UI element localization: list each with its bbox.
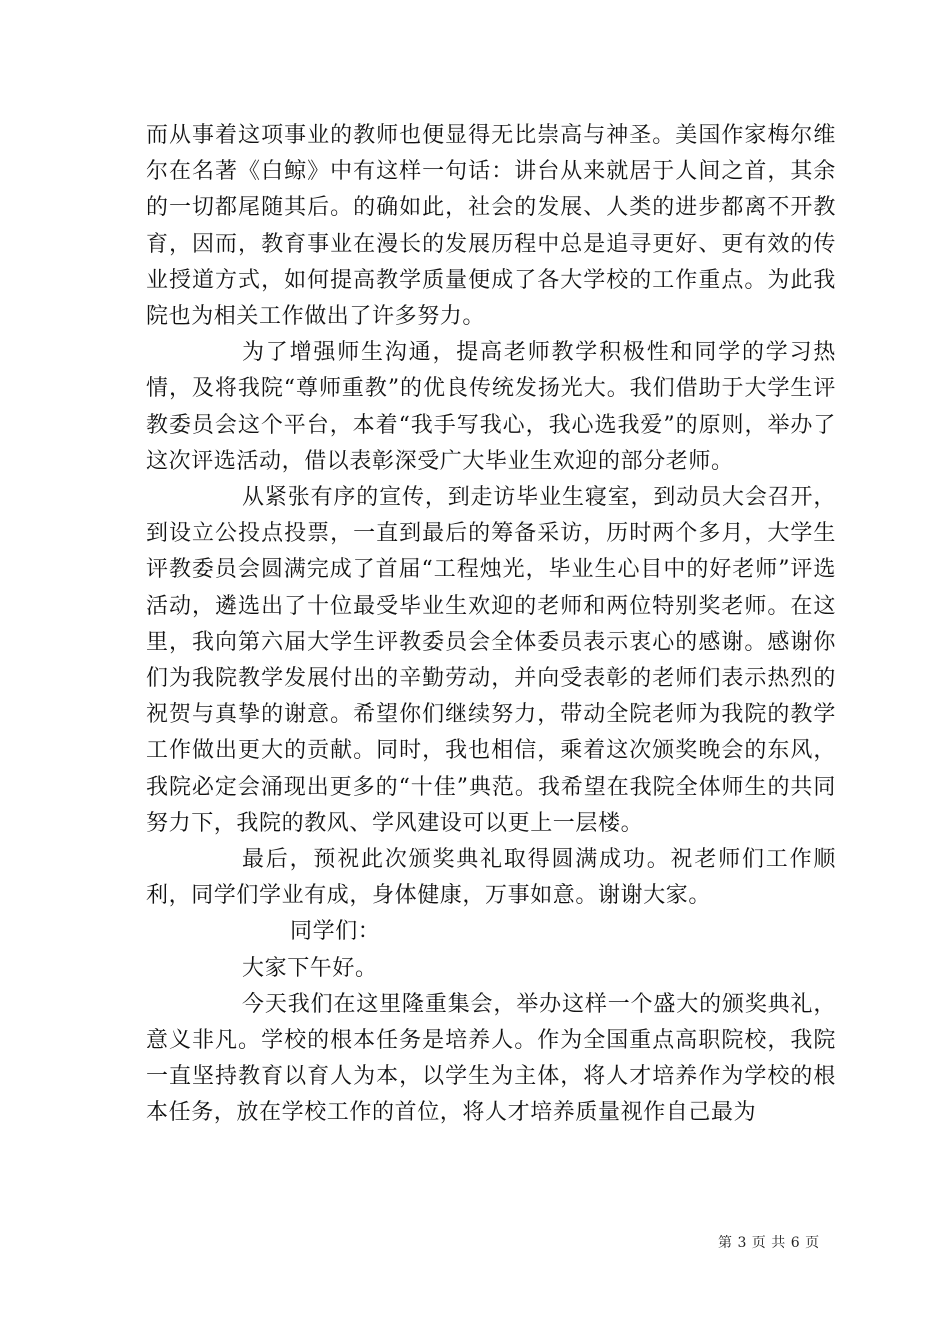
paragraph-ceremony-intro: 今天我们在这里隆重集会，举办这样一个盛大的颁奖典礼，意义非凡。学校的根本任务是培养人。作为全国重点高职院校，我院一直坚持教育以育人为本，以学生为主体，将人才培养作为学校的根本任务，放在学校工作的首位，将人才培养质量视作自己最为 xyxy=(146,991,836,1126)
paragraph-selection-process: 从紧张有序的宣传，到走访毕业生寝室，到动员大会召开，到设立公投点投票，一直到最后的筹备采访，历时两个多月，大学生评教委员会圆满完成了首届“工程烛光，毕业生心目中的好老师”评选活动，遴选出了十位最受毕业生欢迎的老师和两位特别奖老师。在这里，我向第六届大学生评教委员会全体委员表示衷心的感谢。感谢你们为我院教学发展付出的辛勤劳动，并向受表彰的老师们表示热烈的祝贺与真挚的谢意。希望你们继续努力，带动全院老师为我院的教学工作做出更大的贡献。同时，我也相信，乘着这次颁奖晚会的东风，我院必定会涌现出更多的“十佳”典范。我希望在我院全体师生的共同努力下，我院的教风、学风建设可以更上一层楼。 xyxy=(146,485,836,836)
greeting: 大家下午好。 xyxy=(242,955,378,981)
paragraph-selection-purpose: 为了增强师生沟通，提高老师教学积极性和同学的学习热情，及将我院“尊师重教”的优良传统发扬光大。我们借助于大学生评教委员会这个平台，本着“我手写我心，我心选我爱”的原则，举办了这次评选活动，借以表彰深受广大毕业生欢迎的部分老师。 xyxy=(146,340,836,474)
salutation: 同学们： xyxy=(290,919,381,945)
paragraph-education-mission: 而从事着这项事业的教师也便显得无比崇高与神圣。美国作家梅尔维尔在名著《白鲸》中有这样一句话：讲台从来就居于人间之首，其余的一切都尾随其后。的确如此，社会的发展、人类的进步都离不开教育，因而，教育事业在漫长的发展历程中总是追寻更好、更有效的传业授道方式，如何提高教学质量便成了各大学校的工作重点。为此我院也为相关工作做出了许多努力。 xyxy=(146,123,836,330)
document-body xyxy=(146,118,836,1132)
paragraph-closing-wishes: 最后，预祝此次颁奖典礼取得圆满成功。祝老师们工作顺利，同学们学业有成，身体健康，万事如意。谢谢大家。 xyxy=(146,847,836,909)
page-number-footer: 第 3 页 共 6 页 xyxy=(718,1235,820,1251)
